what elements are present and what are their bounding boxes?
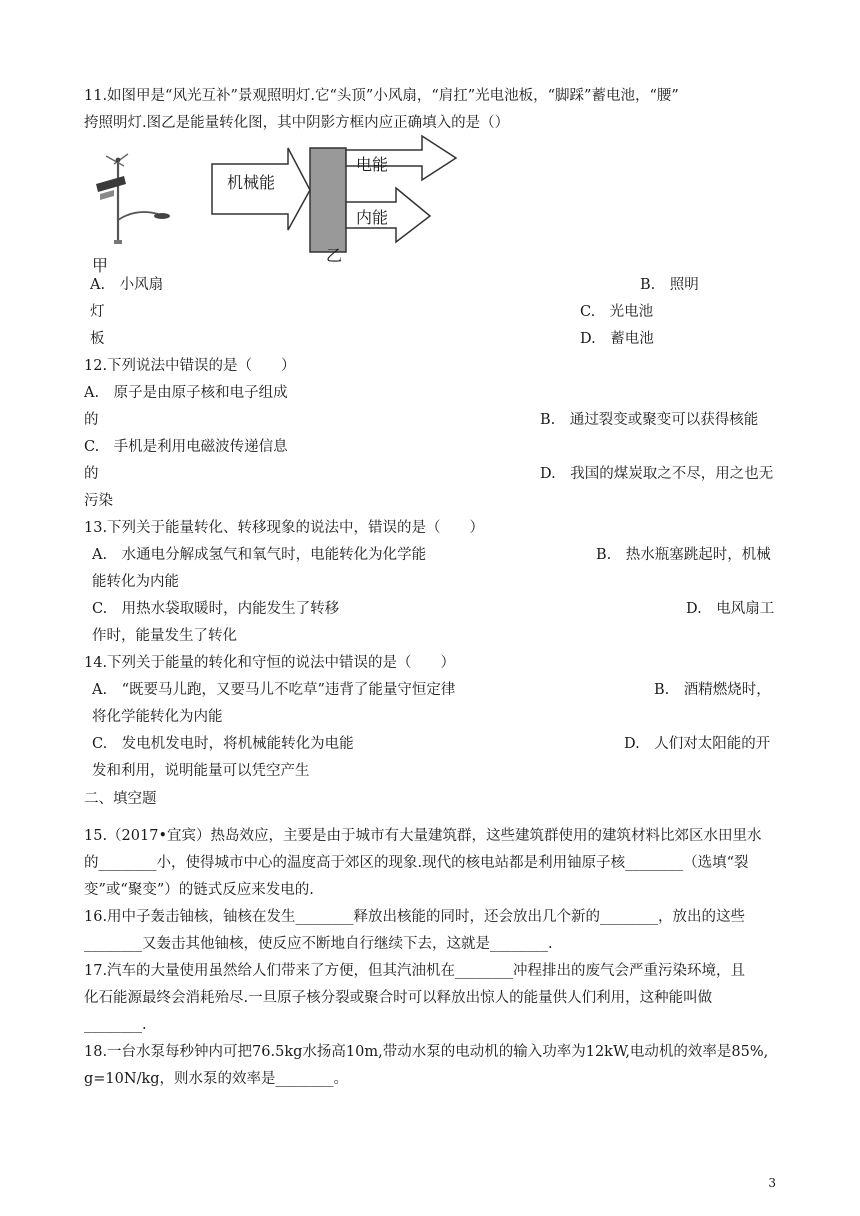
q13-option-d: D. 电风扇工 [686,601,775,617]
q16-line1: 16.用中子轰击铀核，铀核在发生________释放出核能的同时，还会放出几个新的________，放出的这些 [84,909,746,925]
q11-option-a: A. 小风扇 [90,277,164,293]
q17-line1: 17.汽车的大量使用虽然给人们带来了方便，但其汽油机在________冲程排出的废气会严重污染环境，且 [84,963,746,979]
q12-option-a-continued: 的 [84,412,99,428]
q11-option-b-continued: 灯 [90,304,105,320]
q17-line2: 化石能源最终会消耗殆尽.一旦原子核分裂或聚合时可以释放出惊人的能量供人们利用，这种能叫做 [84,990,713,1006]
q14-option-b-continued: 将化学能转化为内能 [92,709,223,725]
q11-stem-line2: 挎照明灯.图乙是能量转化图，其中阴影方框内应正确填入的是（） [84,115,510,131]
street-lamp-figure [84,150,184,260]
q14-option-d-continued: 发和利用，说明能量可以凭空产生 [92,763,310,779]
arrow-label-internal-energy: 内能 [356,208,389,227]
q13-option-c: C. 用热水袋取暖时，内能发生了转移 [92,601,340,617]
figure-label-jia: 甲 [92,256,109,275]
q12-option-d: D. 我国的煤炭取之不尽，用之也无 [540,466,774,482]
q13-option-d-continued: 作时，能量发生了转化 [92,628,237,644]
q12-stem: 12.下列说法中错误的是（ ） [84,358,296,374]
q16-line2: ________又轰击其他铀核，使反应不断地自行继续下去，这就是________. [84,936,553,952]
q14-stem: 14.下列关于能量的转化和守恒的说法中错误的是（ ） [84,655,456,671]
q18-line1: 18.一台水泵每秒钟内可把76.5kg水扬高10m,带动水泵的电动机的输入功率为12kW,电动机的效率是85%, [84,1044,769,1060]
q17-line3: ________. [84,1017,147,1033]
q12-option-c: C. 手机是利用电磁波传递信息 [84,439,288,455]
q13-option-a: A. 水通电分解成氢气和氧气时，电能转化为化学能 [92,547,427,563]
section-heading-fill-in: 二、填空题 [84,791,157,807]
arrow-label-mechanical-energy: 机械能 [227,173,276,192]
q11-stem-line1: 11.如图甲是“风光互补”景观照明灯.它“头顶”小风扇，“肩扛”光电池板，“脚踩”蓄电池，“腰” [84,88,679,104]
q13-option-b: B. 热水瓶塞跳起时，机械 [596,547,771,563]
page-number: 3 [768,1176,776,1190]
q13-option-b-continued: 能转化为内能 [92,574,179,590]
q12-option-b: B. 通过裂变或聚变可以获得核能 [540,412,759,428]
q11-option-d: D. 蓄电池 [580,331,654,347]
figure-label-yi: 乙 [326,246,343,265]
arrow-label-electric-energy: 电能 [356,155,389,174]
q11-option-b: B. 照明 [640,277,699,293]
q18-line2: g=10N/kg，则水泵的效率是________。 [84,1071,349,1087]
q12-option-d-continued: 污染 [84,493,113,509]
q11-option-c-continued: 板 [90,331,105,347]
q12-option-a: A. 原子是由原子核和电子组成 [84,385,288,401]
q11-option-c: C. 光电池 [580,304,654,320]
q12-option-c-continued: 的 [84,466,99,482]
q13-stem: 13.下列关于能量转化、转移现象的说法中，错误的是（ ） [84,520,485,536]
q15-line1: 15.（2017•宜宾）热岛效应，主要是由于城市有大量建筑群，这些建筑群使用的建筑材料比郊区水田里水 [84,828,762,844]
q14-option-a: A. “既要马儿跑，又要马儿不吃草”违背了能量守恒定律 [92,682,456,698]
q14-option-c: C. 发电机发电时，将机械能转化为电能 [92,736,354,752]
q14-option-d: D. 人们对太阳能的开 [624,736,771,752]
q15-line3: 变”或“聚变”）的链式反应来发电的. [84,882,314,898]
q14-option-b: B. 酒精燃烧时， [654,682,771,698]
q15-line2: 的________小，使得城市中心的温度高于郊区的现象.现代的核电站都是利用铀原子核________（选填“裂 [84,855,749,871]
